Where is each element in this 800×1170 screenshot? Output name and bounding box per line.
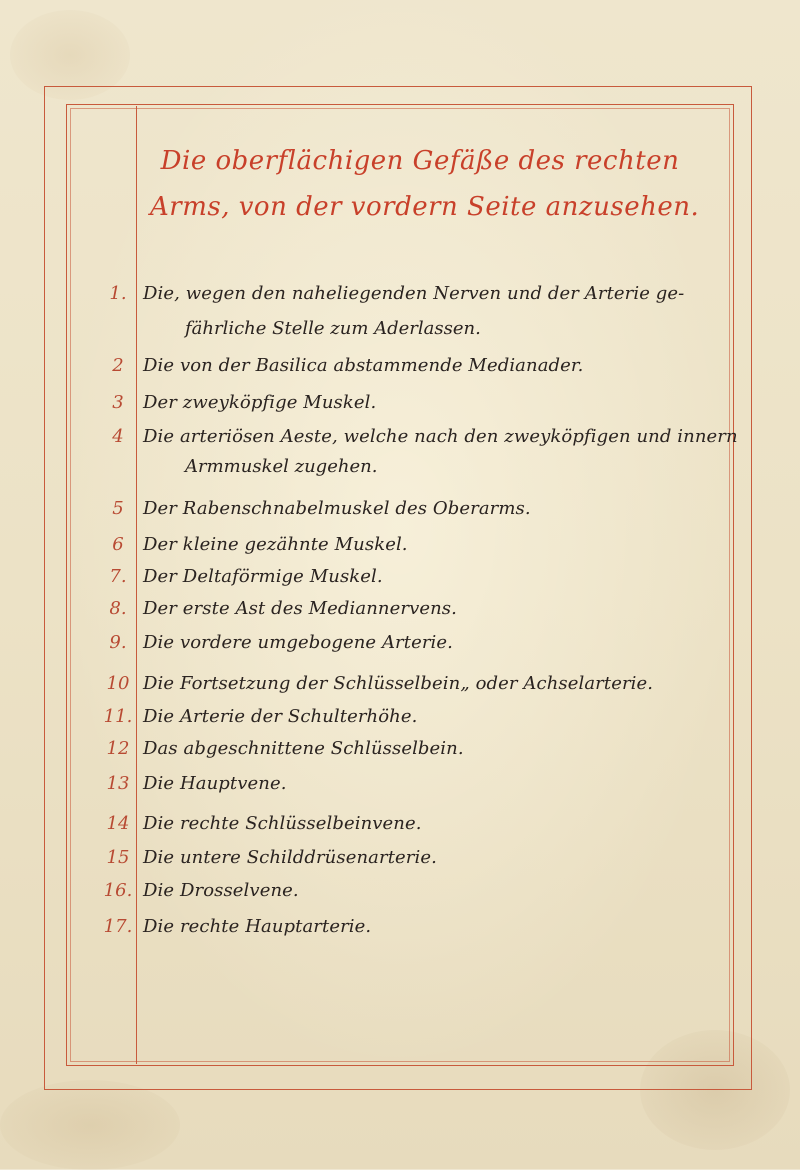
- item-text: Der kleine gezähnte Muskel.: [143, 534, 408, 555]
- item-text: Die rechte Schlüsselbeinvene.: [143, 813, 422, 834]
- item-number: 11.: [103, 706, 133, 727]
- item-text: Die von der Basilica abstammende Medianader.: [143, 355, 584, 376]
- item-text: Die vordere umgebogene Arterie.: [143, 632, 453, 653]
- item-number: 9.: [109, 632, 127, 653]
- item-text: Der Rabenschnabelmuskel des Oberarms.: [143, 498, 531, 519]
- item-text: Der Deltaförmige Muskel.: [143, 566, 383, 587]
- item-text-continued: fährliche Stelle zum Aderlassen.: [185, 318, 481, 339]
- item-text: Der zweyköpfige Muskel.: [143, 392, 377, 413]
- item-text: Die untere Schilddrüsenarterie.: [143, 847, 437, 868]
- title-line-2: Arms, von der vordern Seite anzusehen.: [150, 192, 700, 222]
- item-number: 13: [106, 773, 130, 794]
- item-text: Die arteriösen Aeste, welche nach den zweyköpfigen und innern: [143, 426, 738, 447]
- item-number: 8.: [109, 598, 127, 619]
- item-number: 16.: [103, 880, 133, 901]
- item-number: 7.: [109, 566, 127, 587]
- item-number: 10: [106, 673, 130, 694]
- item-number: 12: [106, 738, 130, 759]
- item-number: 4: [112, 426, 124, 447]
- item-text: Die Arterie der Schulterhöhe.: [143, 706, 418, 727]
- item-text: Der erste Ast des Mediannervens.: [143, 598, 457, 619]
- item-text: Die, wegen den naheliegenden Nerven und der Arterie ge-: [143, 283, 685, 304]
- item-number: 17.: [103, 916, 133, 937]
- item-text: Die rechte Hauptarterie.: [143, 916, 372, 937]
- item-text-continued: Armmuskel zugehen.: [185, 456, 378, 477]
- item-number: 6: [112, 534, 124, 555]
- item-text: Das abgeschnittene Schlüsselbein.: [143, 738, 464, 759]
- item-number: 2: [112, 355, 124, 376]
- item-number: 14: [106, 813, 130, 834]
- item-number: 3: [112, 392, 124, 413]
- item-number: 15: [106, 847, 130, 868]
- title-line-1: Die oberflächigen Gefäße des rechten: [160, 146, 680, 176]
- item-number: 1.: [109, 283, 127, 304]
- item-text: Die Fortsetzung der Schlüsselbein„ oder Achselarterie.: [143, 673, 654, 694]
- item-text: Die Hauptvene.: [143, 773, 287, 794]
- item-text: Die Drosselvene.: [143, 880, 299, 901]
- item-number: 5: [112, 498, 124, 519]
